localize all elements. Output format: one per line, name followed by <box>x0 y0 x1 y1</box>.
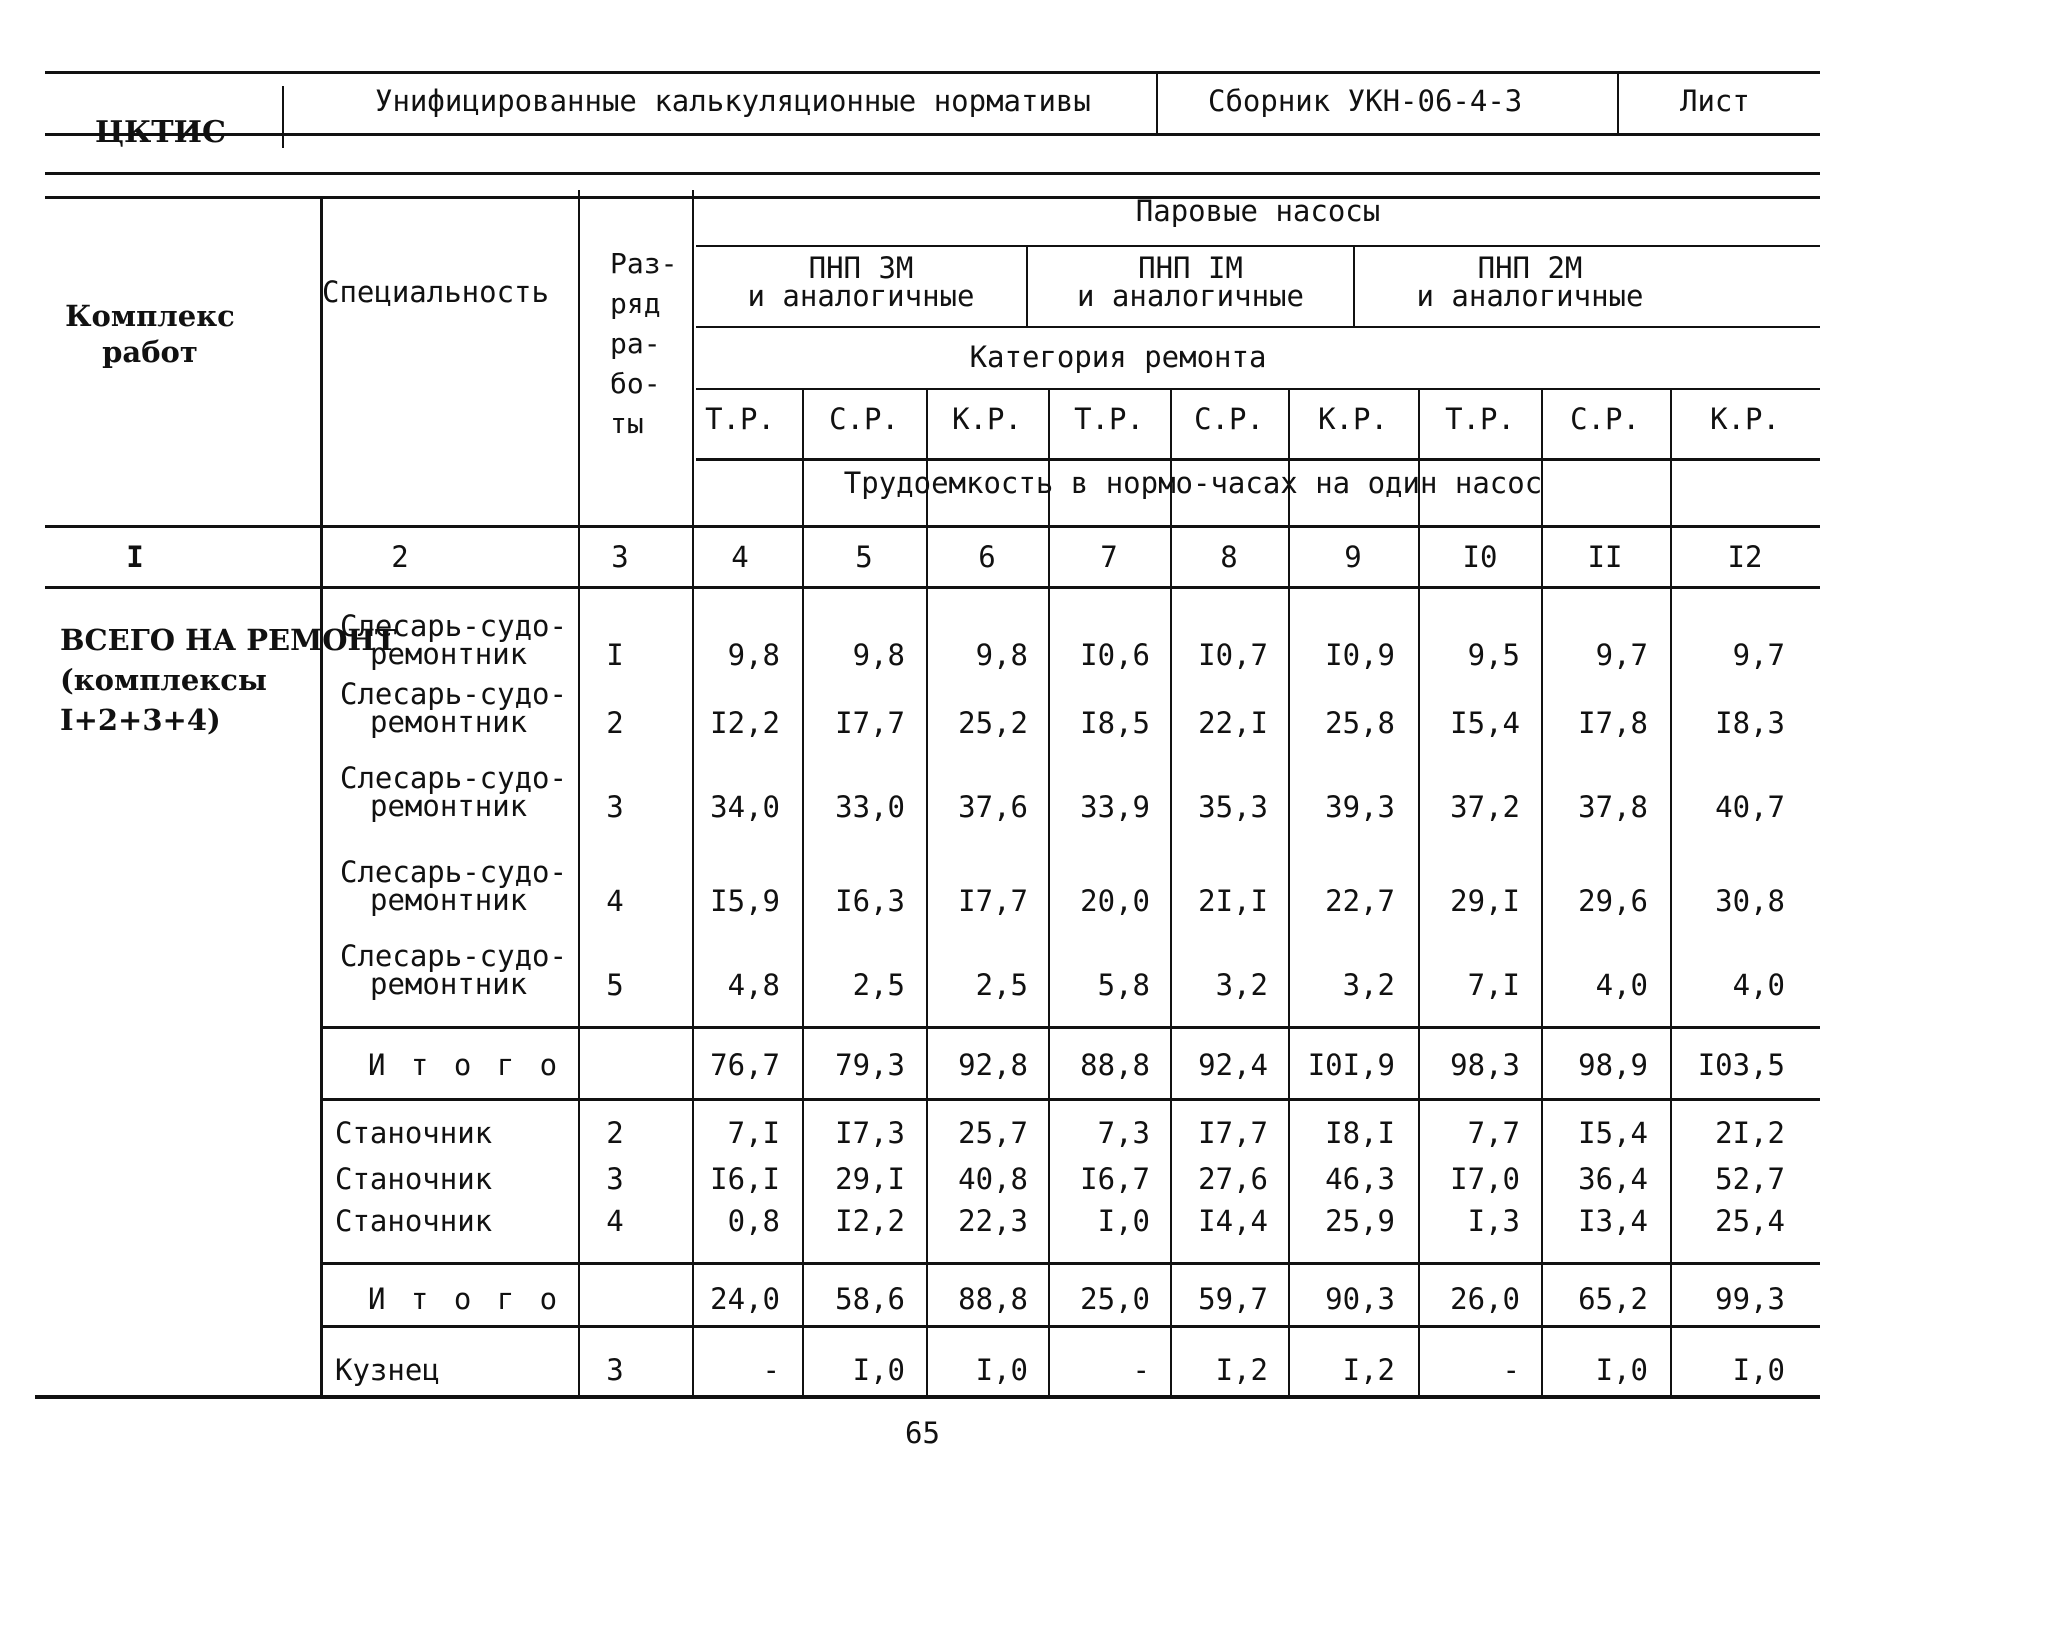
value-cell: 65,2 <box>1578 1282 1648 1316</box>
value-cell: I7,7 <box>1198 1116 1268 1150</box>
value-cell: 25,9 <box>1325 1204 1395 1238</box>
grade-cell: I <box>606 638 624 672</box>
value-cell: 58,6 <box>835 1282 905 1316</box>
value-cell: 33,9 <box>1080 790 1150 824</box>
specialty-cell <box>340 609 567 671</box>
repair-category-heading: Категория ремонта <box>969 340 1267 374</box>
value-cell: I6,3 <box>835 884 905 918</box>
specialty-line: Слесарь-судо- <box>340 855 567 889</box>
specialty-cell <box>340 939 567 1001</box>
value-cell: 98,9 <box>1578 1048 1648 1082</box>
value-cell: 33,0 <box>835 790 905 824</box>
value-cell: 7,I <box>1467 968 1520 1002</box>
repair-category-cell: Т.Р. <box>705 402 775 436</box>
value-cell: 92,4 <box>1198 1048 1268 1082</box>
specialty-line: ремонтник <box>370 967 528 1001</box>
repair-category-cell: К.Р. <box>1710 402 1780 436</box>
value-cell: I8,I <box>1325 1116 1395 1150</box>
specialty-line: Слесарь-судо- <box>340 677 567 711</box>
value-cell: 27,6 <box>1198 1162 1268 1196</box>
specialty-cell: Кузнец <box>335 1353 440 1387</box>
value-cell: I4,4 <box>1198 1204 1268 1238</box>
value-cell: I6,I <box>710 1162 780 1196</box>
value-cell: I7,7 <box>958 884 1028 918</box>
total-label: И т о г о <box>368 1048 562 1082</box>
repair-category-cell: К.Р. <box>952 402 1022 436</box>
specialty-cell <box>340 855 567 917</box>
sheet-label: Лист <box>1680 84 1750 118</box>
value-cell: 36,4 <box>1578 1162 1648 1196</box>
value-cell: 37,8 <box>1578 790 1648 824</box>
value-cell: 9,7 <box>1732 638 1785 672</box>
value-cell: 7,7 <box>1467 1116 1520 1150</box>
value-cell: 29,I <box>1450 884 1520 918</box>
value-cell: 9,8 <box>727 638 780 672</box>
specialty-line: Слесарь-судо- <box>340 609 567 643</box>
value-cell: 59,7 <box>1198 1282 1268 1316</box>
repair-category-cell: С.Р. <box>1194 402 1264 436</box>
value-cell: I2,2 <box>710 706 780 740</box>
repair-category-cell: Т.Р. <box>1445 402 1515 436</box>
value-cell: 2I,2 <box>1715 1116 1785 1150</box>
pump-type-3: ПНП 2М и аналогичные <box>1416 251 1644 313</box>
value-cell: I7,8 <box>1578 706 1648 740</box>
value-cell: I5,4 <box>1578 1116 1648 1150</box>
value-cell: 9,8 <box>852 638 905 672</box>
value-cell: I0,6 <box>1080 638 1150 672</box>
value-cell: 37,6 <box>958 790 1028 824</box>
grade-cell: 2 <box>606 1116 624 1150</box>
column-number: I0 <box>1462 540 1498 574</box>
column-number: 9 <box>1344 540 1362 574</box>
value-cell: 37,2 <box>1450 790 1520 824</box>
value-cell: 7,3 <box>1097 1116 1150 1150</box>
value-cell: 2,5 <box>975 968 1028 1002</box>
value-cell: 34,0 <box>710 790 780 824</box>
column-number: 2 <box>391 540 409 574</box>
value-cell: 20,0 <box>1080 884 1150 918</box>
value-cell: 40,8 <box>958 1162 1028 1196</box>
value-cell: I,0 <box>852 1353 905 1387</box>
group-label: ВСЕГО НА РЕМОНТ (комплексы I+2+3+4) <box>60 623 397 737</box>
value-cell: 39,3 <box>1325 790 1395 824</box>
value-cell: 7,I <box>727 1116 780 1150</box>
value-cell: 88,8 <box>958 1282 1028 1316</box>
value-cell: 35,3 <box>1198 790 1268 824</box>
value-cell: I,0 <box>975 1353 1028 1387</box>
value-cell: 29,I <box>835 1162 905 1196</box>
value-cell: 99,3 <box>1715 1282 1785 1316</box>
grade-cell: 5 <box>606 968 624 1002</box>
value-cell: 52,7 <box>1715 1162 1785 1196</box>
pumps-heading: Паровые насосы <box>1135 194 1381 228</box>
grade-cell: 2 <box>606 706 624 740</box>
value-cell: 22,7 <box>1325 884 1395 918</box>
column-number: 6 <box>978 540 996 574</box>
value-cell: 25,4 <box>1715 1204 1785 1238</box>
pump-type-1: ПНП 3М и аналогичные <box>747 251 975 313</box>
value-cell: 9,5 <box>1467 638 1520 672</box>
grade-cell: 4 <box>606 884 624 918</box>
column-number: 7 <box>1100 540 1118 574</box>
column-number: 4 <box>731 540 749 574</box>
value-cell: I,2 <box>1215 1353 1268 1387</box>
value-cell: 25,0 <box>1080 1282 1150 1316</box>
value-cell: I,0 <box>1732 1353 1785 1387</box>
value-cell: I0,9 <box>1325 638 1395 672</box>
value-cell: I7,3 <box>835 1116 905 1150</box>
specialty-cell <box>340 761 567 823</box>
value-cell: 9,7 <box>1595 638 1648 672</box>
value-cell: 3,2 <box>1342 968 1395 1002</box>
value-cell: 98,3 <box>1450 1048 1520 1082</box>
grade-cell: 3 <box>606 1162 624 1196</box>
value-cell: 3,2 <box>1215 968 1268 1002</box>
value-cell: 0,8 <box>727 1204 780 1238</box>
grade-heading: Раз-ряд ра-бо-ты <box>610 247 678 440</box>
specialty-heading: Специальность <box>322 275 549 309</box>
value-cell: 29,6 <box>1578 884 1648 918</box>
value-cell: 4,0 <box>1595 968 1648 1002</box>
value-cell: I0,7 <box>1198 638 1268 672</box>
labor-heading: Трудоемкость в нормо-часах на один насос <box>843 466 1543 500</box>
column-number: 3 <box>611 540 629 574</box>
repair-category-cell: С.Р. <box>829 402 899 436</box>
value-cell: 22,I <box>1198 706 1268 740</box>
specialty-line: ремонтник <box>370 789 528 823</box>
specialty-line: ремонтник <box>370 637 528 671</box>
complex-heading: Комплекс работ <box>65 299 235 369</box>
specialty-line: Слесарь-судо- <box>340 761 567 795</box>
value-cell: I,2 <box>1342 1353 1395 1387</box>
value-cell: 88,8 <box>1080 1048 1150 1082</box>
specialty-cell: Станочник <box>335 1162 493 1196</box>
value-cell: I0I,9 <box>1307 1048 1395 1082</box>
value-cell: - <box>762 1353 780 1387</box>
value-cell: 25,2 <box>958 706 1028 740</box>
value-cell: 4,0 <box>1732 968 1785 1002</box>
value-cell: I8,3 <box>1715 706 1785 740</box>
value-cell: 24,0 <box>710 1282 780 1316</box>
value-cell: 90,3 <box>1325 1282 1395 1316</box>
value-cell: - <box>1502 1353 1520 1387</box>
repair-category-cell: С.Р. <box>1570 402 1640 436</box>
value-cell: I,0 <box>1595 1353 1648 1387</box>
value-cell: I8,5 <box>1080 706 1150 740</box>
value-cell: 25,7 <box>958 1116 1028 1150</box>
collection-code: Сборник УКН-06-4-3 <box>1208 84 1523 118</box>
repair-category-cell: Т.Р. <box>1074 402 1144 436</box>
value-cell: 76,7 <box>710 1048 780 1082</box>
value-cell: I5,9 <box>710 884 780 918</box>
value-cell: I7,0 <box>1450 1162 1520 1196</box>
column-number: 5 <box>855 540 873 574</box>
specialty-cell: Станочник <box>335 1116 493 1150</box>
specialty-line: ремонтник <box>370 883 528 917</box>
value-cell: 2I,I <box>1198 884 1268 918</box>
value-cell: - <box>1132 1353 1150 1387</box>
grade-cell: 3 <box>606 790 624 824</box>
column-number: I2 <box>1727 540 1763 574</box>
repair-category-cell: К.Р. <box>1318 402 1388 436</box>
column-number: II <box>1587 540 1623 574</box>
value-cell: 22,3 <box>958 1204 1028 1238</box>
grade-cell: 4 <box>606 1204 624 1238</box>
specialty-cell <box>340 677 567 739</box>
value-cell: 4,8 <box>727 968 780 1002</box>
page-number: 65 <box>905 1416 940 1450</box>
value-cell: 25,8 <box>1325 706 1395 740</box>
value-cell: 9,8 <box>975 638 1028 672</box>
value-cell: I5,4 <box>1450 706 1520 740</box>
value-cell: 40,7 <box>1715 790 1785 824</box>
value-cell: I,3 <box>1467 1204 1520 1238</box>
value-cell: I7,7 <box>835 706 905 740</box>
value-cell: I3,4 <box>1578 1204 1648 1238</box>
document-title: Унифицированные калькуляционные нормативы <box>375 84 1091 118</box>
value-cell: 46,3 <box>1325 1162 1395 1196</box>
value-cell: I2,2 <box>835 1204 905 1238</box>
value-cell: 92,8 <box>958 1048 1028 1082</box>
value-cell: 26,0 <box>1450 1282 1520 1316</box>
value-cell: 2,5 <box>852 968 905 1002</box>
pump-type-2: ПНП IМ и аналогичные <box>1077 251 1304 313</box>
value-cell: 30,8 <box>1715 884 1785 918</box>
value-cell: I6,7 <box>1080 1162 1150 1196</box>
column-number: I <box>126 540 144 574</box>
specialty-line: ремонтник <box>370 705 528 739</box>
value-cell: I03,5 <box>1697 1048 1785 1082</box>
total-label: И т о г о <box>368 1282 562 1316</box>
column-number: 8 <box>1220 540 1238 574</box>
value-cell: 79,3 <box>835 1048 905 1082</box>
org-name: ЦКТИС <box>95 115 226 150</box>
specialty-cell: Станочник <box>335 1204 493 1238</box>
grade-cell: 3 <box>606 1353 624 1387</box>
specialty-line: Слесарь-судо- <box>340 939 567 973</box>
value-cell: 5,8 <box>1097 968 1150 1002</box>
value-cell: I,0 <box>1097 1204 1150 1238</box>
